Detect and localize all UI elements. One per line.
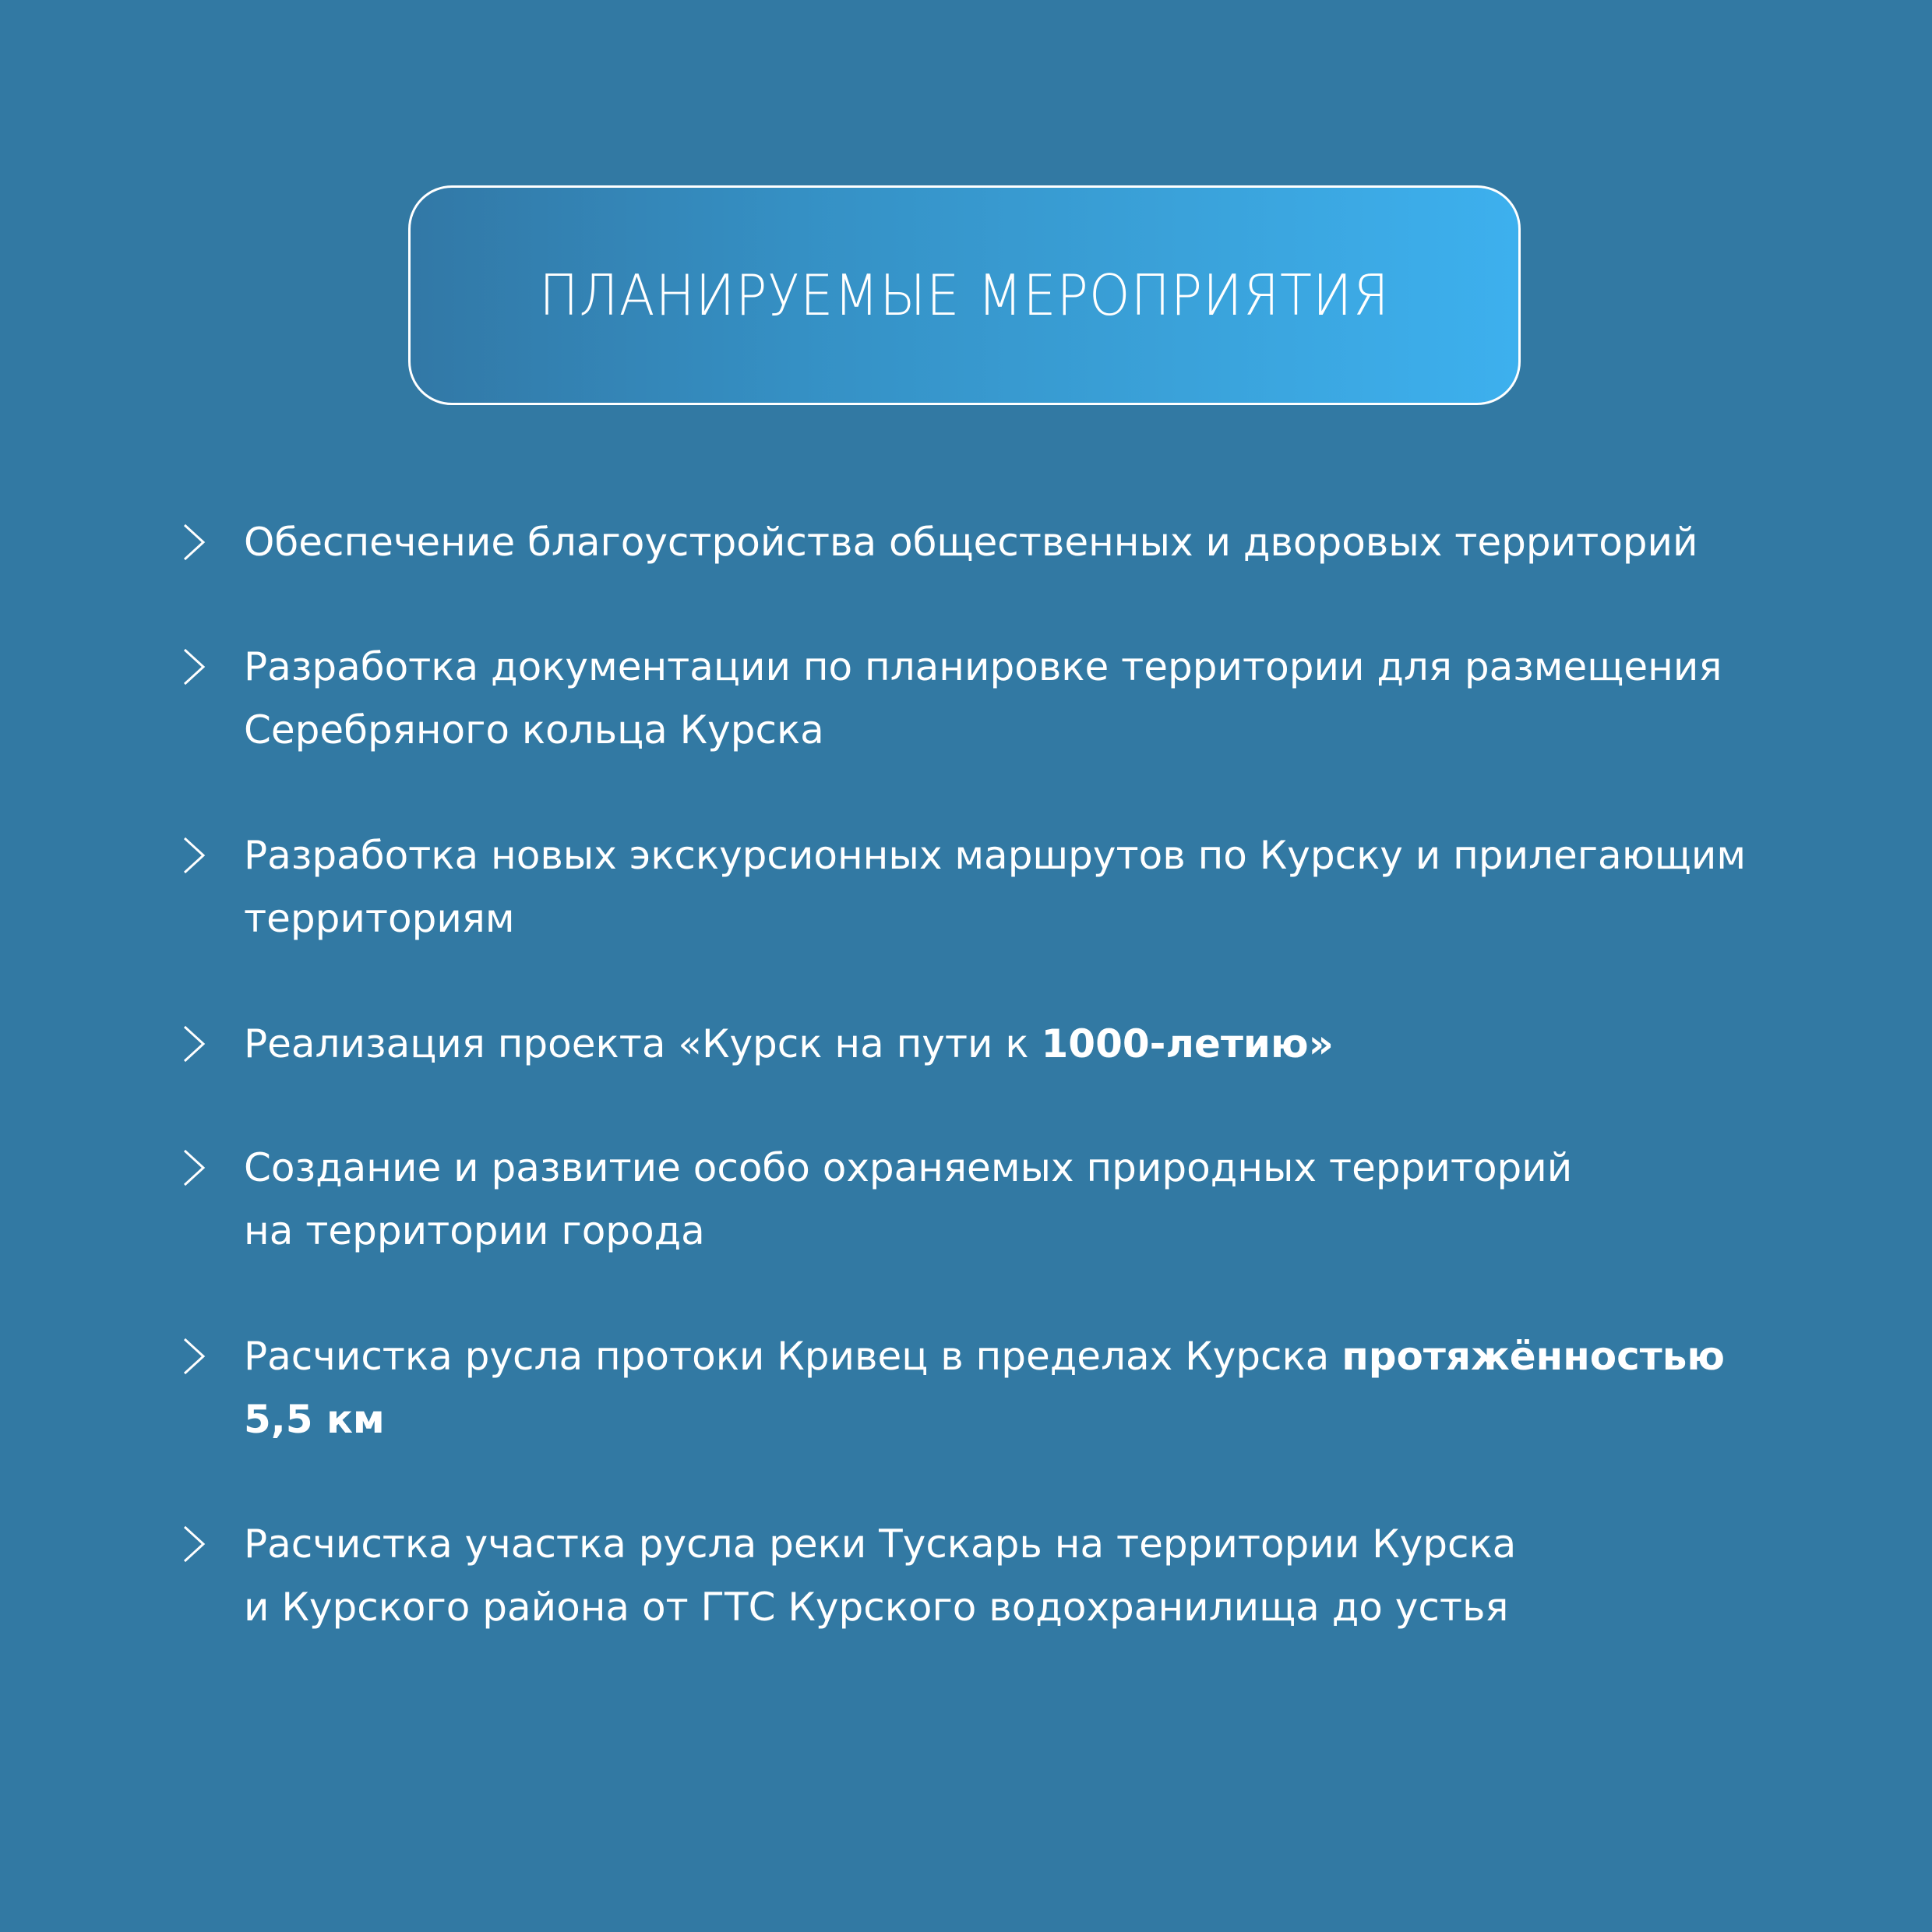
item-line: Разработка документации по планировке территории для размещения (244, 644, 1722, 689)
item-text-regular: Реализация проекта «Курск на пути к (244, 1021, 1042, 1066)
chevron-right-icon (182, 1149, 206, 1186)
page-title: ПЛАНИРУЕМЫЕ МЕРОПРИЯТИЯ (539, 263, 1390, 328)
chevron-right-icon (182, 648, 206, 686)
chevron-right-icon (182, 524, 206, 561)
item-line (244, 1325, 1802, 1388)
item-line: на территории города (244, 1208, 705, 1253)
item-line: Создание и развитие особо охраняемых природных территорий (244, 1145, 1573, 1190)
item-line: Серебряного кольца Курска (244, 707, 824, 753)
title-box (408, 185, 1521, 405)
item-text-bold: 5,5 км (244, 1397, 385, 1442)
chevron-right-icon (182, 1525, 206, 1563)
item-line: Обеспечение благоустройства общественных и дворовых территорий (244, 520, 1698, 565)
item-line: Расчистка участка русла реки Тускарь на территории Курска (244, 1521, 1517, 1567)
item-text-regular: Расчистка русла протоки Кривец в пределах Курска (244, 1334, 1342, 1379)
chevron-right-icon (182, 837, 206, 874)
item-text-bold: протяжённостью (1341, 1334, 1725, 1379)
item-line: Разработка новых экскурсионных маршрутов по Курску и прилегающим (244, 833, 1747, 878)
item-line (244, 1388, 1802, 1451)
chevron-right-icon (182, 1025, 206, 1063)
item-line (244, 1013, 1802, 1076)
item-line: и Курского района от ГТС Курского водохранилища до устья (244, 1585, 1509, 1630)
chevron-right-icon (182, 1338, 206, 1375)
item-text-bold: 1000-летию» (1041, 1021, 1334, 1066)
item-line: территориям (244, 896, 515, 941)
